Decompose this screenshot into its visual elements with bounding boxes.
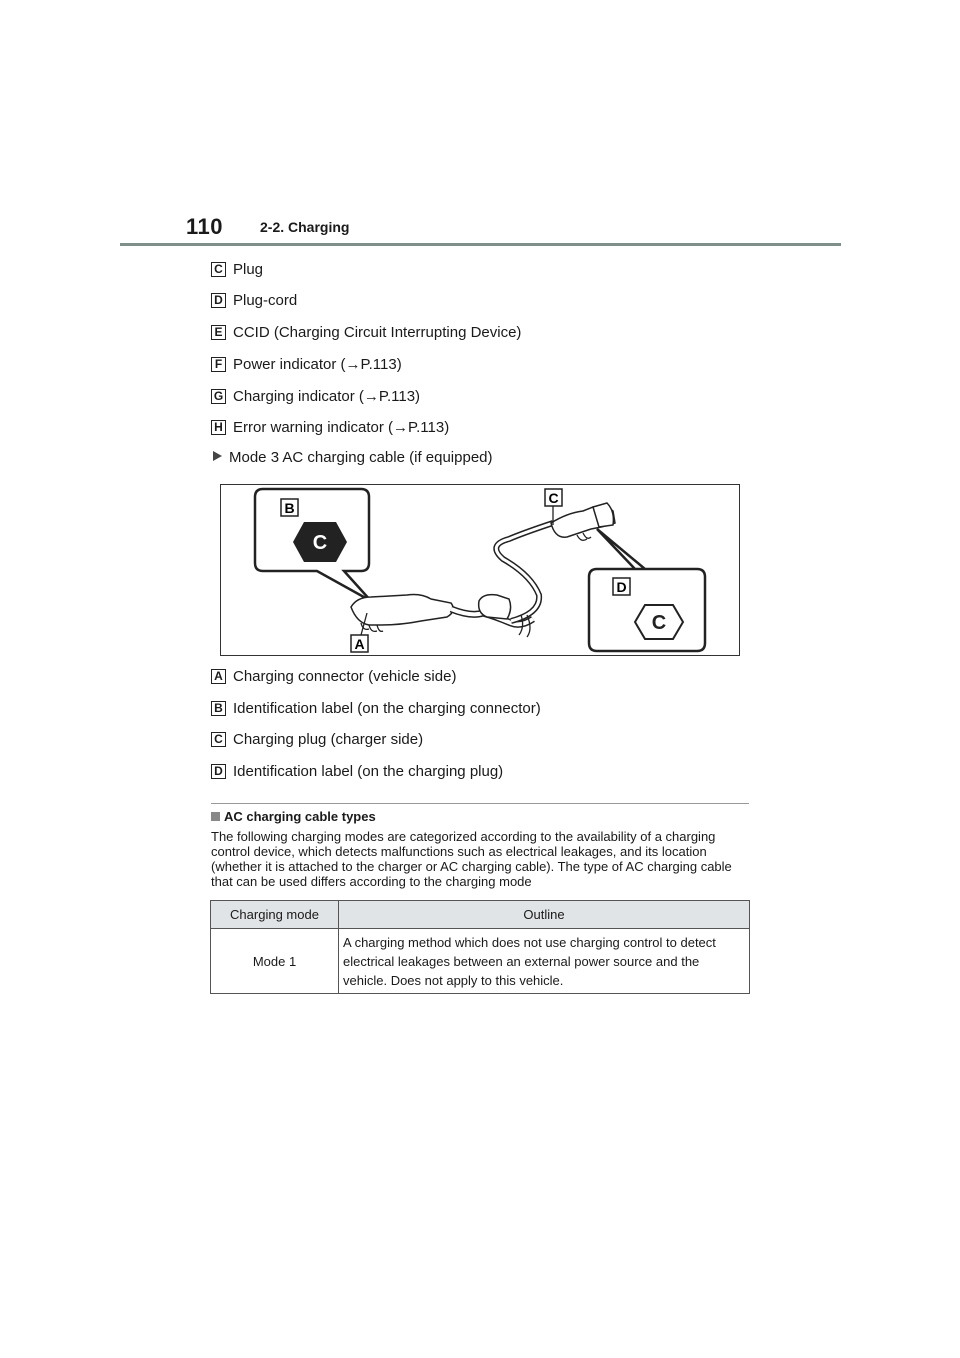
legend-text: Charging connector (vehicle side) — [233, 668, 457, 685]
legend-badge: C — [211, 732, 226, 747]
section-title: 2-2. Charging — [260, 219, 350, 235]
legend-text: Charging plug (charger side) — [233, 731, 424, 748]
legend-text: Identification label (on the charging connector) — [233, 700, 541, 717]
callout-label-b: B — [284, 500, 295, 516]
sub-heading-text: Mode 3 AC charging cable (if equipped) — [229, 449, 493, 466]
sub-heading — [213, 449, 493, 466]
table-header-outline: Outline — [339, 901, 750, 929]
table-row — [211, 929, 750, 994]
legend-text: Identification label (on the charging plug) — [233, 763, 504, 780]
table-header-mode: Charging mode — [211, 901, 339, 929]
triangle-arrow-icon — [213, 451, 222, 461]
hexagon-label-left: C — [312, 532, 328, 554]
charging-connector-shape — [351, 595, 453, 626]
legend-badge: D — [211, 764, 226, 779]
legend-badge: G — [211, 389, 226, 404]
legend-badge: E — [211, 325, 226, 340]
legend-badge: F — [211, 357, 226, 372]
legend-text: Plug-cord — [233, 292, 298, 309]
legend-badge: B — [211, 701, 226, 716]
table-cell-mode: Mode 1 — [211, 929, 339, 994]
legend-text[interactable]: Error warning indicator (→P.113) — [233, 419, 450, 436]
note-title-text: AC charging cable types — [224, 809, 376, 824]
legend-text[interactable]: Power indicator (→P.113) — [233, 356, 402, 373]
legend-badge: A — [211, 669, 226, 684]
legend-text: Plug — [233, 261, 264, 278]
page-number: 110 — [186, 214, 223, 239]
callout-label-a: A — [354, 636, 365, 652]
square-bullet-icon — [211, 812, 220, 821]
cable-illustration — [221, 485, 739, 655]
charging-mode-table — [210, 900, 750, 994]
note-title — [211, 809, 376, 824]
hexagon-label-right: C — [651, 612, 667, 634]
header-rule — [120, 243, 841, 246]
note-body: The following charging modes are categorized according to the availability of a charging control device, which detects malfunctions such as electrical leakages, and its location (whether it is attached to the charger or AC charging cable). The type of AC charging cable that can be used differs according to the charging mode — [211, 829, 732, 889]
legend-text[interactable]: Charging indicator (→P.113) — [233, 388, 421, 405]
table-header-row — [211, 901, 750, 929]
table-cell-outline: A charging method which does not use charging control to detect electrical leakages between an external power source and the vehicle. Does not apply to this vehicle. — [339, 929, 750, 994]
legend-badge: C — [211, 262, 226, 277]
note-divider — [211, 803, 749, 804]
plug-latch — [577, 533, 591, 540]
callout-label-d: D — [616, 579, 627, 595]
control-box — [479, 595, 511, 619]
legend-badge: H — [211, 420, 226, 435]
legend-badge: D — [211, 293, 226, 308]
cable-figure — [220, 484, 740, 656]
legend-text: CCID (Charging Circuit Interrupting Device) — [233, 324, 522, 341]
callout-label-c: C — [548, 490, 559, 506]
